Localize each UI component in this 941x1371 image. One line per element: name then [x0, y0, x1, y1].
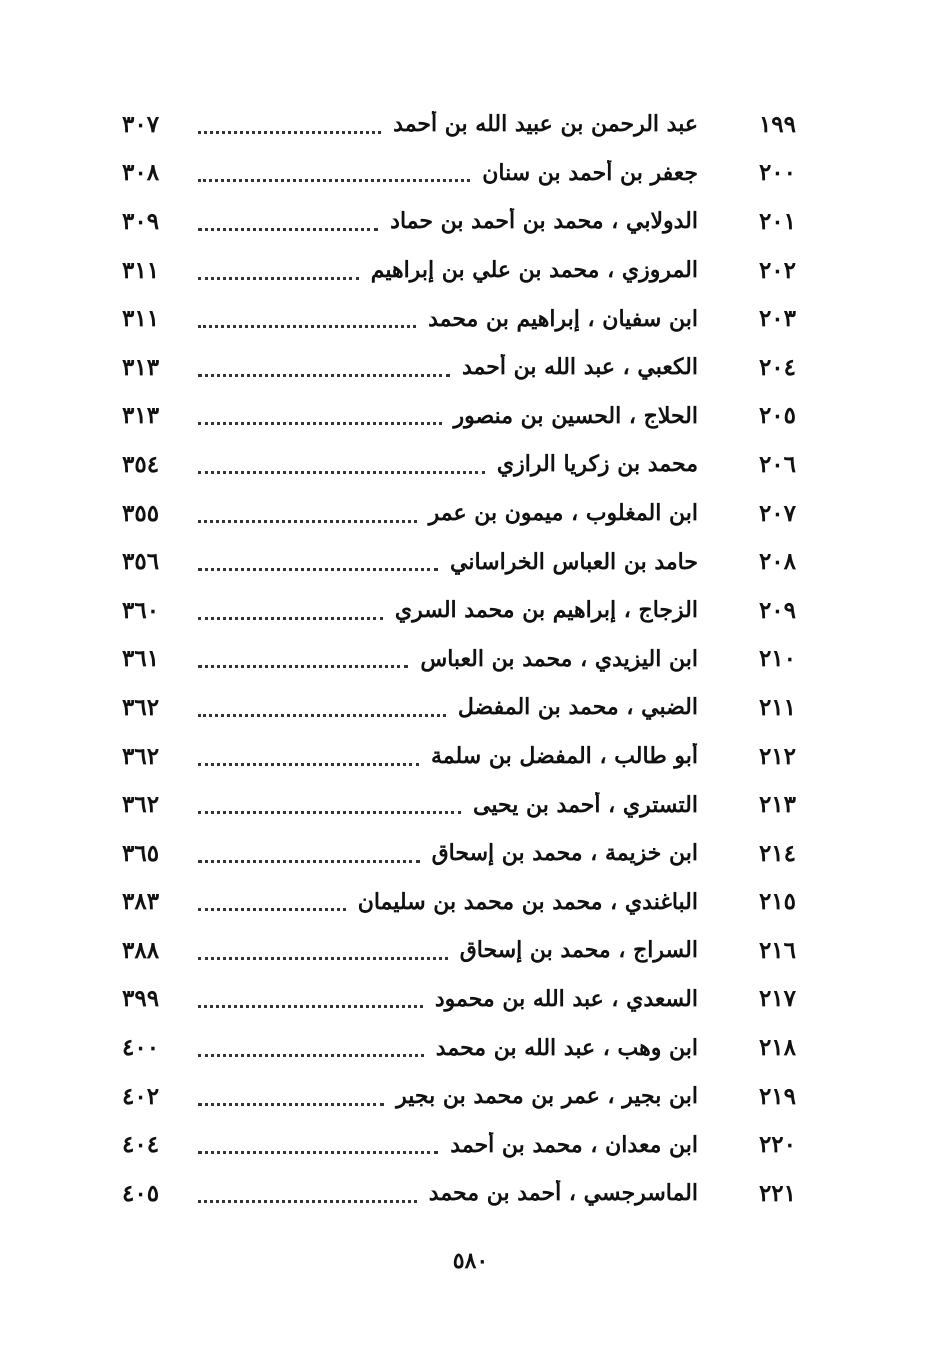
entry-title: الكعبي ، عبد الله بن أحمد	[461, 354, 698, 381]
dot-leader	[198, 226, 378, 231]
dot-leader	[198, 1198, 417, 1203]
dot-leader	[198, 955, 448, 960]
entry-page-number: ٤٠٤	[122, 1131, 160, 1159]
entry-title: الباغندي ، محمد بن محمد بن سليمان	[357, 888, 698, 915]
dot-leader	[198, 1149, 438, 1154]
dot-leader	[198, 1101, 384, 1106]
toc-entry	[120, 294, 800, 343]
entry-page-number: ٣٩٩	[122, 985, 160, 1013]
entry-number: ٢٠٢	[758, 256, 796, 284]
dot-leader	[198, 566, 438, 571]
toc-entry	[120, 586, 800, 635]
entry-number: ٢٠٩	[758, 596, 796, 624]
entry-page-number: ٣٨٣	[122, 888, 160, 916]
entry-page-number: ٣٠٧	[122, 110, 160, 138]
entry-title: الماسرجسي ، أحمد بن محمد	[428, 1180, 698, 1207]
entry-number: ١٩٩	[758, 110, 796, 138]
entry-page-number: ٣٦٢	[122, 693, 160, 721]
page-number: ٥٨٠	[452, 1248, 489, 1274]
table-of-contents	[120, 100, 800, 1218]
entry-number: ٢١٨	[758, 1034, 796, 1062]
entry-page-number: ٣٦٢	[122, 791, 160, 819]
entry-number: ٢١٩	[758, 1082, 796, 1110]
entry-title: ابن معدان ، محمد بن أحمد	[450, 1131, 698, 1158]
entry-page-number: ٣٦٥	[122, 839, 160, 867]
entry-number: ٢١٤	[758, 839, 796, 867]
dot-leader	[198, 177, 470, 182]
entry-page-number: ٤٠٠	[122, 1034, 160, 1062]
entry-page-number: ٣١٣	[122, 353, 160, 381]
entry-number: ٢٠٥	[758, 402, 796, 430]
toc-entry	[120, 975, 800, 1024]
toc-entry	[120, 392, 800, 441]
entry-page-number: ٣٠٨	[122, 159, 160, 187]
entry-number: ٢٠٣	[758, 305, 796, 333]
toc-entry	[120, 440, 800, 489]
entry-title: الزجاج ، إبراهيم بن محمد السري	[394, 597, 698, 624]
entry-page-number: ٤٠٥	[122, 1179, 160, 1207]
entry-number: ٢١٢	[758, 742, 796, 770]
entry-number: ٢٠٦	[758, 450, 796, 478]
entry-title: ابن خزيمة ، محمد بن إسحاق	[431, 840, 698, 867]
entry-page-number: ٣٦٠	[122, 596, 160, 624]
entry-number: ٢١٥	[758, 888, 796, 916]
toc-entry	[120, 343, 800, 392]
dot-leader	[198, 1052, 424, 1057]
entry-number: ٢٠٤	[758, 353, 796, 381]
entry-number: ٢٠١	[758, 207, 796, 235]
toc-entry	[120, 489, 800, 538]
entry-page-number: ٣٦٢	[122, 742, 160, 770]
entry-title: السراج ، محمد بن إسحاق	[459, 937, 698, 964]
entry-page-number: ٤٠٢	[122, 1082, 160, 1110]
dot-leader	[198, 712, 446, 717]
dot-leader	[198, 663, 408, 668]
dot-leader	[198, 761, 419, 766]
entry-number: ٢٢٠	[758, 1131, 796, 1159]
entry-page-number: ٣١٣	[122, 402, 160, 430]
entry-title: جعفر بن أحمد بن سنان	[482, 159, 698, 186]
toc-entry	[120, 197, 800, 246]
dot-leader	[198, 469, 485, 474]
entry-number: ٢١٦	[758, 936, 796, 964]
entry-title: ابن وهب ، عبد الله بن محمد	[435, 1034, 698, 1061]
entry-title: ابن سفيان ، إبراهيم بن محمد	[428, 305, 698, 332]
entry-number: ٢١١	[758, 693, 796, 721]
toc-entry	[120, 732, 800, 781]
toc-entry	[120, 1120, 800, 1169]
entry-number: ٢٠٨	[758, 548, 796, 576]
entry-number: ٢٢١	[758, 1179, 796, 1207]
dot-leader	[198, 809, 461, 814]
entry-page-number: ٣٥٦	[122, 548, 160, 576]
entry-title: أبو طالب ، المفضل بن سلمة	[430, 743, 698, 770]
dot-leader	[198, 129, 381, 134]
toc-entry	[120, 829, 800, 878]
entry-page-number: ٣٦١	[122, 645, 160, 673]
entry-title: الحلاج ، الحسين بن منصور	[453, 402, 698, 429]
entry-number: ٢٠٧	[758, 499, 796, 527]
entry-page-number: ٣٠٩	[122, 207, 160, 235]
toc-entry	[120, 149, 800, 198]
entry-number: ٢١٠	[758, 645, 796, 673]
dot-leader	[198, 372, 450, 377]
entry-number: ٢٠٠	[758, 159, 796, 187]
dot-leader	[198, 518, 417, 523]
toc-entry	[120, 926, 800, 975]
entry-page-number: ٣٨٨	[122, 936, 160, 964]
entry-page-number: ٣٥٤	[122, 450, 160, 478]
toc-entry	[120, 878, 800, 927]
toc-entry	[120, 635, 800, 684]
entry-number: ٢١٧	[758, 985, 796, 1013]
dot-leader	[198, 615, 383, 620]
entry-title: الدولابي ، محمد بن أحمد بن حماد	[390, 208, 698, 235]
entry-number: ٢١٣	[758, 791, 796, 819]
dot-leader	[198, 420, 442, 425]
entry-title: ابن بجير ، عمر بن محمد بن بجير	[396, 1083, 698, 1110]
entry-page-number: ٣١١	[122, 256, 160, 284]
dot-leader	[198, 323, 416, 328]
dot-leader	[198, 275, 359, 280]
entry-title: الضبي ، محمد بن المفضل	[457, 694, 698, 721]
toc-entry	[120, 1169, 800, 1218]
toc-entry	[120, 780, 800, 829]
entry-title: محمد بن زكريا الرازي	[496, 451, 698, 478]
toc-entry	[120, 537, 800, 586]
entry-title: التستري ، أحمد بن يحيى	[473, 791, 698, 818]
toc-entry	[120, 100, 800, 149]
toc-entry	[120, 683, 800, 732]
dot-leader	[198, 906, 346, 911]
toc-entry	[120, 1023, 800, 1072]
entry-page-number: ٣١١	[122, 305, 160, 333]
entry-title: حامد بن العباس الخراساني	[450, 548, 698, 575]
entry-page-number: ٣٥٥	[122, 499, 160, 527]
entry-title: عبد الرحمن بن عبيد الله بن أحمد	[393, 111, 698, 138]
toc-entry	[120, 246, 800, 295]
entry-title: ابن المغلوب ، ميمون بن عمر	[428, 500, 698, 527]
dot-leader	[198, 858, 420, 863]
dot-leader	[198, 1003, 423, 1008]
entry-title: السعدي ، عبد الله بن محمود	[434, 985, 698, 1012]
entry-title: المروزي ، محمد بن علي بن إبراهيم	[370, 257, 698, 284]
entry-title: ابن اليزيدي ، محمد بن العباس	[420, 645, 698, 672]
toc-entry	[120, 1072, 800, 1121]
